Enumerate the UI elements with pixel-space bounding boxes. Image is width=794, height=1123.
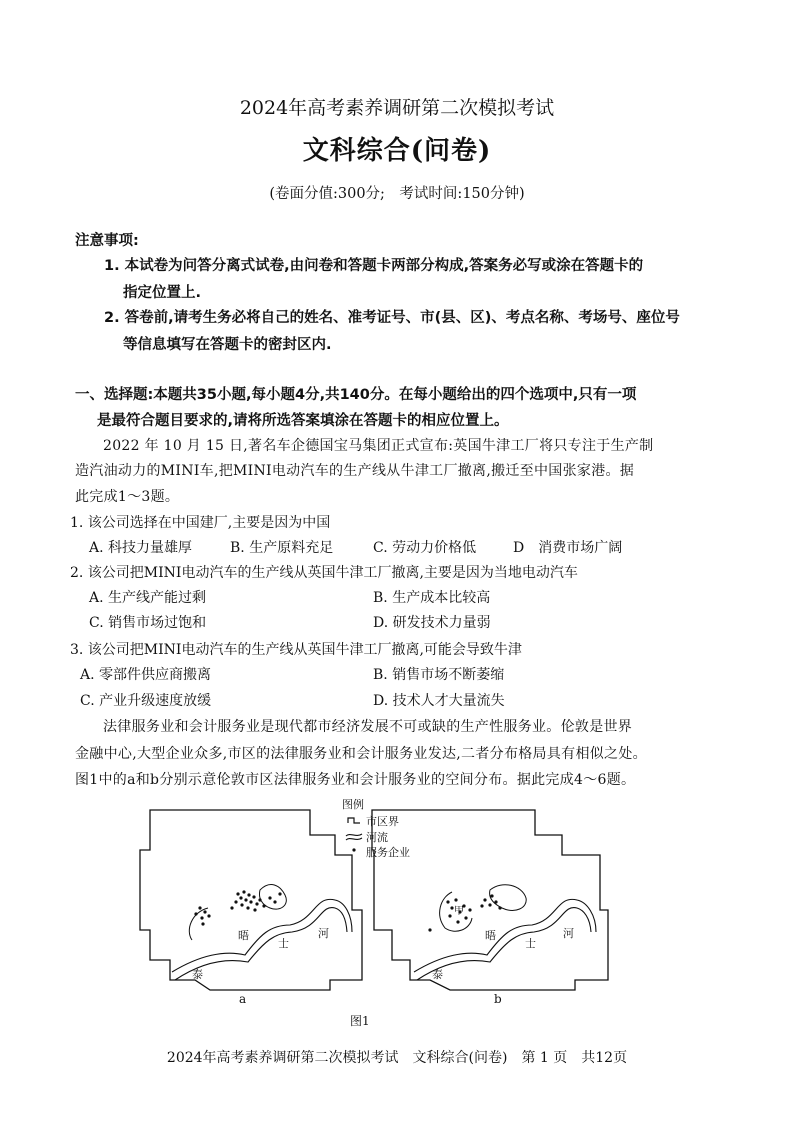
figure-1 [130, 790, 620, 1040]
question-1-option-d: D 消费市场广阔 [513, 540, 623, 556]
notice-item-1-cont: 指定位置上. [123, 285, 202, 301]
passage-1-line-2: 造汽油动力的MINI车,把MINI电动汽车的生产线从牛津工厂撤离,搬迁至中国张家港。据 [75, 463, 635, 479]
question-3-option-c: C. 产业升级速度放缓 [80, 693, 212, 709]
label-jia: 甲 [454, 906, 464, 917]
exam-info: (卷面分值:300分; 考试时间:150分钟) [269, 186, 525, 202]
river-label-b-1: 晤 [485, 929, 496, 942]
legend-river-label: 河流 [366, 831, 388, 844]
exam-title: 2024年高考素养调研第二次模拟考试 [239, 97, 555, 119]
river-label-b-4: 泰 [432, 968, 443, 981]
question-3-option-a: A. 零部件供应商搬离 [80, 667, 212, 683]
question-1-option-a: A. 科技力量雄厚 [89, 540, 193, 556]
question-2-option-d: D. 研发技术力量弱 [373, 615, 491, 631]
notice-item-1: 1. 本试卷为问答分离式试卷,由问卷和答题卡两部分构成,答案务必写或涂在答题卡的 [104, 258, 644, 274]
notice-item-2-cont: 等信息填写在答题卡的密封区内. [123, 337, 332, 353]
legend-boundary-label: 市区界 [366, 815, 399, 828]
river-label-a-3: 河 [318, 927, 329, 940]
question-1-option-c: C. 劳动力价格低 [373, 540, 477, 556]
question-3-option-d: D. 技术人才大量流失 [373, 693, 505, 709]
legend-firm-label: 服务企业 [366, 846, 410, 859]
passage-2-line-1: 法律服务业和会计服务业是现代都市经济发展不可或缺的生产性服务业。伦敦是世界 [103, 719, 633, 735]
cluster-b-east [490, 885, 527, 911]
river-label-a-4: 泰 [192, 968, 203, 981]
river-b-inner [417, 908, 591, 980]
passage-2-line-3: 图1中的a和b分别示意伦敦市区法律服务业和会计服务业的空间分布。据此完成4～6题。 [75, 772, 636, 788]
map-a-label: a [239, 992, 247, 1006]
river-label-b-3: 河 [563, 927, 574, 940]
question-1-option-b: B. 生产原料充足 [230, 540, 334, 556]
section-1-heading: 一、选择题:本题共35小题,每小题4分,共140分。在每小题给出的四个选项中,只有一项 [75, 387, 637, 403]
question-2-option-c: C. 销售市场过饱和 [89, 615, 207, 631]
notice-heading: 注意事项: [75, 233, 139, 249]
notice-item-2: 2. 答卷前,请考生务必将自己的姓名、准考证号、市(县、区)、考点名称、考场号、座位号 [104, 310, 680, 326]
passage-1-line-3: 此完成1～3题。 [75, 489, 180, 505]
map-b-label: b [494, 992, 502, 1006]
exam-subject: 文科综合(问卷) [302, 136, 492, 166]
question-3-stem: 3. 该公司把MINI电动汽车的生产线从英国牛津工厂撤离,可能会导致牛津 [70, 642, 522, 658]
figure-caption: 图1 [350, 1014, 370, 1028]
legend-title: 图例 [342, 798, 364, 811]
boundary-a [140, 810, 362, 990]
boundary-b [372, 810, 608, 990]
passage-1-line-1: 2022 年 10 月 15 日,著名车企德国宝马集团正式宣布:英国牛津工厂将只专注于生产制 [103, 438, 654, 454]
legend-symbols [346, 818, 362, 852]
river-label-b-2: 士 [525, 937, 536, 950]
page-footer: 2024年高考素养调研第二次模拟考试 文科综合(问卷) 第 1 页 共12页 [166, 1050, 628, 1066]
river-label-a-2: 士 [278, 937, 289, 950]
section-1-heading-cont: 是最符合题目要求的,请将所选答案填涂在答题卡的相应位置上。 [97, 413, 509, 429]
question-3-option-b: B. 销售市场不断萎缩 [373, 667, 505, 683]
passage-2-line-2: 金融中心,大型企业众多,市区的法律服务业和会计服务业发达,二者分布格局具有相似之处。 [75, 746, 647, 762]
question-1-stem: 1. 该公司选择在中国建厂,主要是因为中国 [70, 515, 331, 531]
river-label-a-1: 晤 [238, 929, 249, 942]
question-2-option-b: B. 生产成本比较高 [373, 590, 491, 606]
question-2-option-a: A. 生产线产能过剩 [89, 590, 207, 606]
question-2-stem: 2. 该公司把MINI电动汽车的生产线从英国牛津工厂撤离,主要是因为当地电动汽车 [70, 565, 578, 581]
